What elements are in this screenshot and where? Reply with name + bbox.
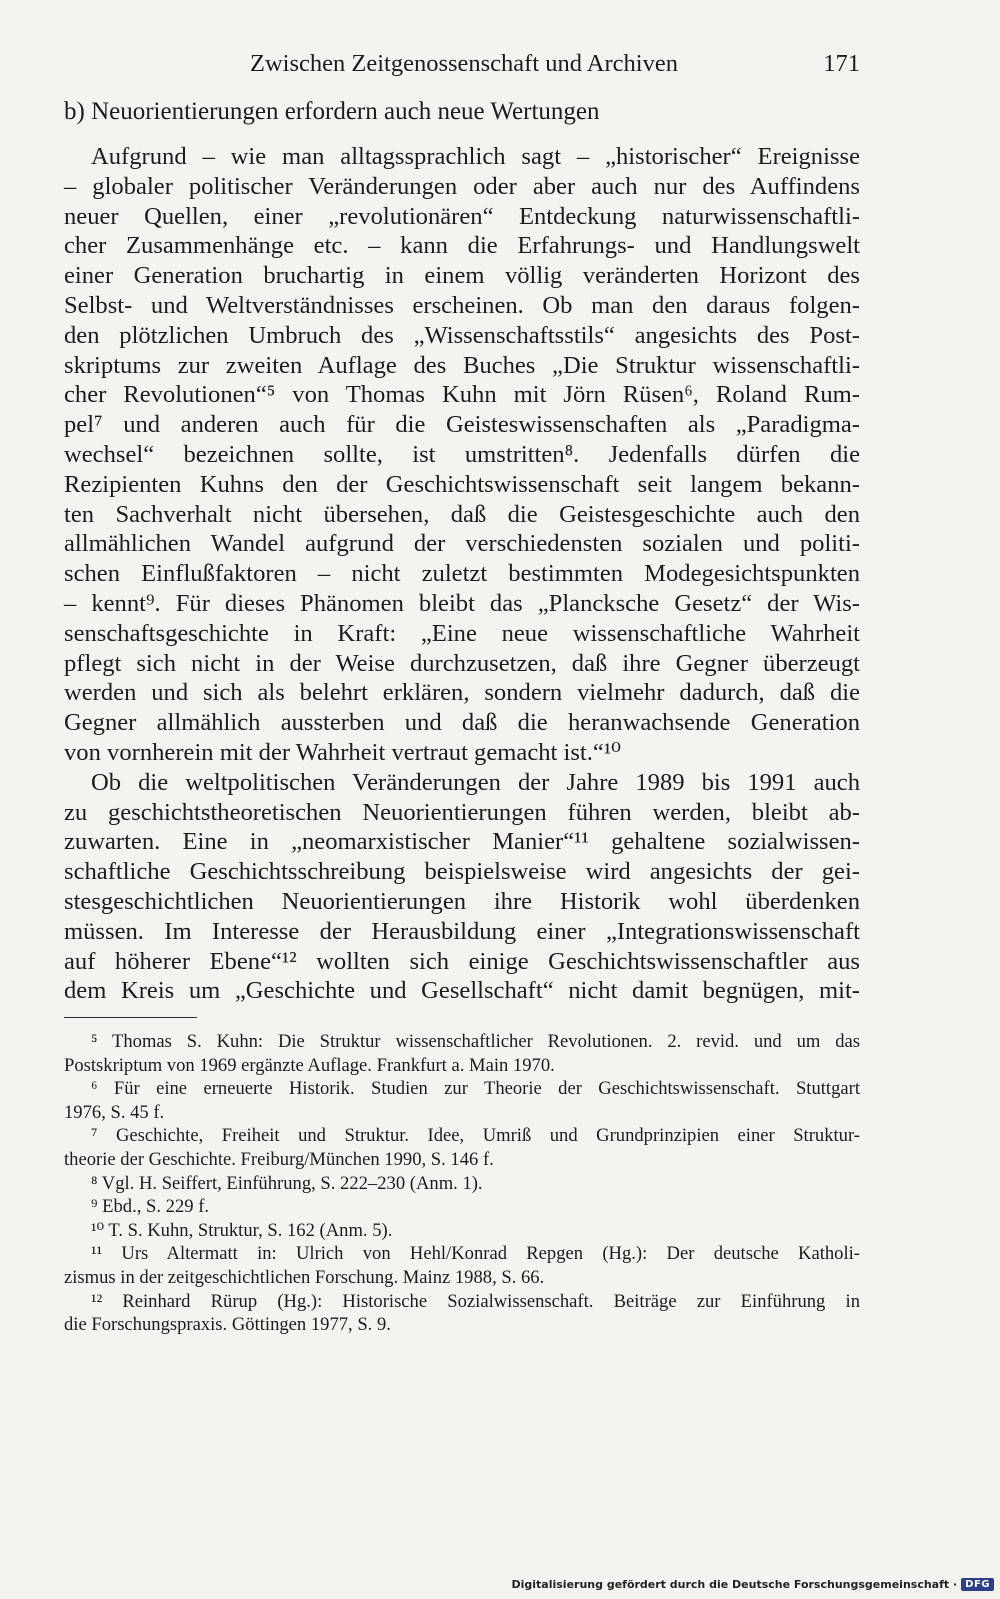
body-line: senschaftsgeschichte in Kraft: „Eine neue wissenschaftliche Wahrheit <box>64 619 860 647</box>
body-line: – kennt⁹. Für dieses Phänomen bleibt das „Plancksche Gesetz“ der Wis- <box>64 589 860 617</box>
footnote-line: zismus in der zeitgeschichtlichen Forschung. Mainz 1988, S. 66. <box>64 1266 545 1288</box>
body-line: cher Revolutionen“⁵ von Thomas Kuhn mit Jörn Rüsen⁶, Roland Rum- <box>64 381 860 409</box>
body-line: skriptums zur zweiten Auflage des Buches „Die Struktur wissenschaftli- <box>64 351 860 379</box>
footnote-line: ¹⁰ T. S. Kuhn, Struktur, S. 162 (Anm. 5). <box>91 1219 393 1241</box>
body-line: wechsel“ bezeichnen sollte, ist umstritten⁸. Jedenfalls dürfen die <box>64 440 860 468</box>
footnote-line: 1976, S. 45 f. <box>64 1101 165 1123</box>
body-line: Ob die weltpolitischen Veränderungen der Jahre 1989 bis 1991 auch <box>91 768 860 796</box>
footnote-divider <box>64 1017 197 1018</box>
dfg-logo: DFG <box>961 1578 994 1591</box>
body-line: zuwarten. Eine in „neomarxistischer Manier“¹¹ gehaltene sozialwissen- <box>64 828 860 856</box>
footnote-line: Postskriptum von 1969 ergänzte Auflage. Frankfurt a. Main 1970. <box>64 1054 555 1076</box>
digitization-note: Digitalisierung gefördert durch die Deutsche Forschungsgemeinschaft · <box>511 1577 958 1591</box>
body-line: einer Generation bruchartig in einem völlig veränderten Horizont des <box>64 262 860 290</box>
body-line: neuer Quellen, einer „revolutionären“ Entdeckung naturwissenschaftli- <box>64 202 860 230</box>
page-number: 171 <box>823 50 860 77</box>
body-line: ten Sachverhalt nicht übersehen, daß die Geistesgeschichte auch den <box>64 500 860 528</box>
footnotes <box>64 1030 860 1337</box>
body-line: pel⁷ und anderen auch für die Geisteswissenschaften als „Paradigma- <box>64 411 860 439</box>
body-line: stesgeschichtlichen Neuorientierungen ihre Historik wohl überdenken <box>64 887 860 915</box>
body-line: schen Einflußfaktoren – nicht zuletzt bestimmten Modegesichtspunkten <box>64 560 860 588</box>
page-header <box>64 50 860 82</box>
body-line: Rezipienten Kuhns den der Geschichtswissenschaft seit langem bekann- <box>64 470 860 498</box>
body-line: den plötzlichen Umbruch des „Wissenschaftsstils“ angesichts des Post- <box>64 321 860 349</box>
footnote-line: ⁶ Für eine erneuerte Historik. Studien zur Theorie der Geschichtswissenschaft. Stuttgart <box>91 1078 860 1100</box>
section-heading: b) Neuorientierungen erfordern auch neue Wertungen <box>64 98 600 125</box>
body-line: – globaler politischer Veränderungen oder aber auch nur des Auffindens <box>64 172 860 200</box>
body-line: dem Kreis um „Geschichte und Gesellschaft“ nicht damit begnügen, mit- <box>64 977 860 1005</box>
body-line: allmählichen Wandel aufgrund der verschiedensten sozialen und politi- <box>64 530 860 558</box>
footnote-line: ⁹ Ebd., S. 229 f. <box>91 1196 210 1218</box>
body-line: Gegner allmählich aussterben und daß die heranwachsende Generation <box>64 709 860 737</box>
body-line: Aufgrund – wie man alltagssprachlich sagt – „historischer“ Ereignisse <box>91 143 860 170</box>
body-line: cher Zusammenhänge etc. – kann die Erfahrungs- und Handlungswelt <box>64 232 860 260</box>
footnote-line: ⁷ Geschichte, Freiheit und Struktur. Idee, Umriß und Grundprinzipien einer Struktur- <box>91 1125 860 1147</box>
body-text <box>64 142 860 1006</box>
body-line: werden und sich als belehrt erklären, sondern vielmehr dadurch, daß die <box>64 679 860 707</box>
footnote-line: ⁵ Thomas S. Kuhn: Die Struktur wissenschaftlicher Revolutionen. 2. revid. und um das <box>91 1031 860 1052</box>
footnote-line: die Forschungspraxis. Göttingen 1977, S. 9. <box>64 1314 391 1336</box>
running-title: Zwischen Zeitgenossenschaft und Archiven <box>250 50 678 77</box>
footnote-line: ⁸ Vgl. H. Seiffert, Einführung, S. 222–230 (Anm. 1). <box>91 1172 483 1194</box>
footnote-line: ¹¹ Urs Altermatt in: Ulrich von Hehl/Konrad Repgen (Hg.): Der deutsche Katholi- <box>91 1243 860 1265</box>
body-line: Selbst- und Weltverständnisses erscheinen. Ob man den daraus folgen- <box>64 291 860 319</box>
body-line: müssen. Im Interesse der Herausbildung einer „Integrationswissenschaft <box>64 917 860 945</box>
body-line: zu geschichtstheoretischen Neuorientierungen führen werden, bleibt ab- <box>64 798 860 826</box>
footnote-line: ¹² Reinhard Rürup (Hg.): Historische Sozialwissenschaft. Beiträge zur Einführung in <box>91 1290 860 1312</box>
body-line: pflegt sich nicht in der Weise durchzusetzen, daß ihre Gegner überzeugt <box>64 649 860 677</box>
body-line: von vornherein mit der Wahrheit vertraut gemacht ist.“¹⁰ <box>64 738 622 766</box>
digitization-credit <box>511 1575 994 1593</box>
body-line: auf höherer Ebene“¹² wollten sich einige Geschichtswissenschaftler aus <box>64 947 860 975</box>
body-line: schaftliche Geschichtsschreibung beispielsweise wird angesichts der gei- <box>64 858 860 886</box>
footnote-line: theorie der Geschichte. Freiburg/München 1990, S. 146 f. <box>64 1148 494 1170</box>
